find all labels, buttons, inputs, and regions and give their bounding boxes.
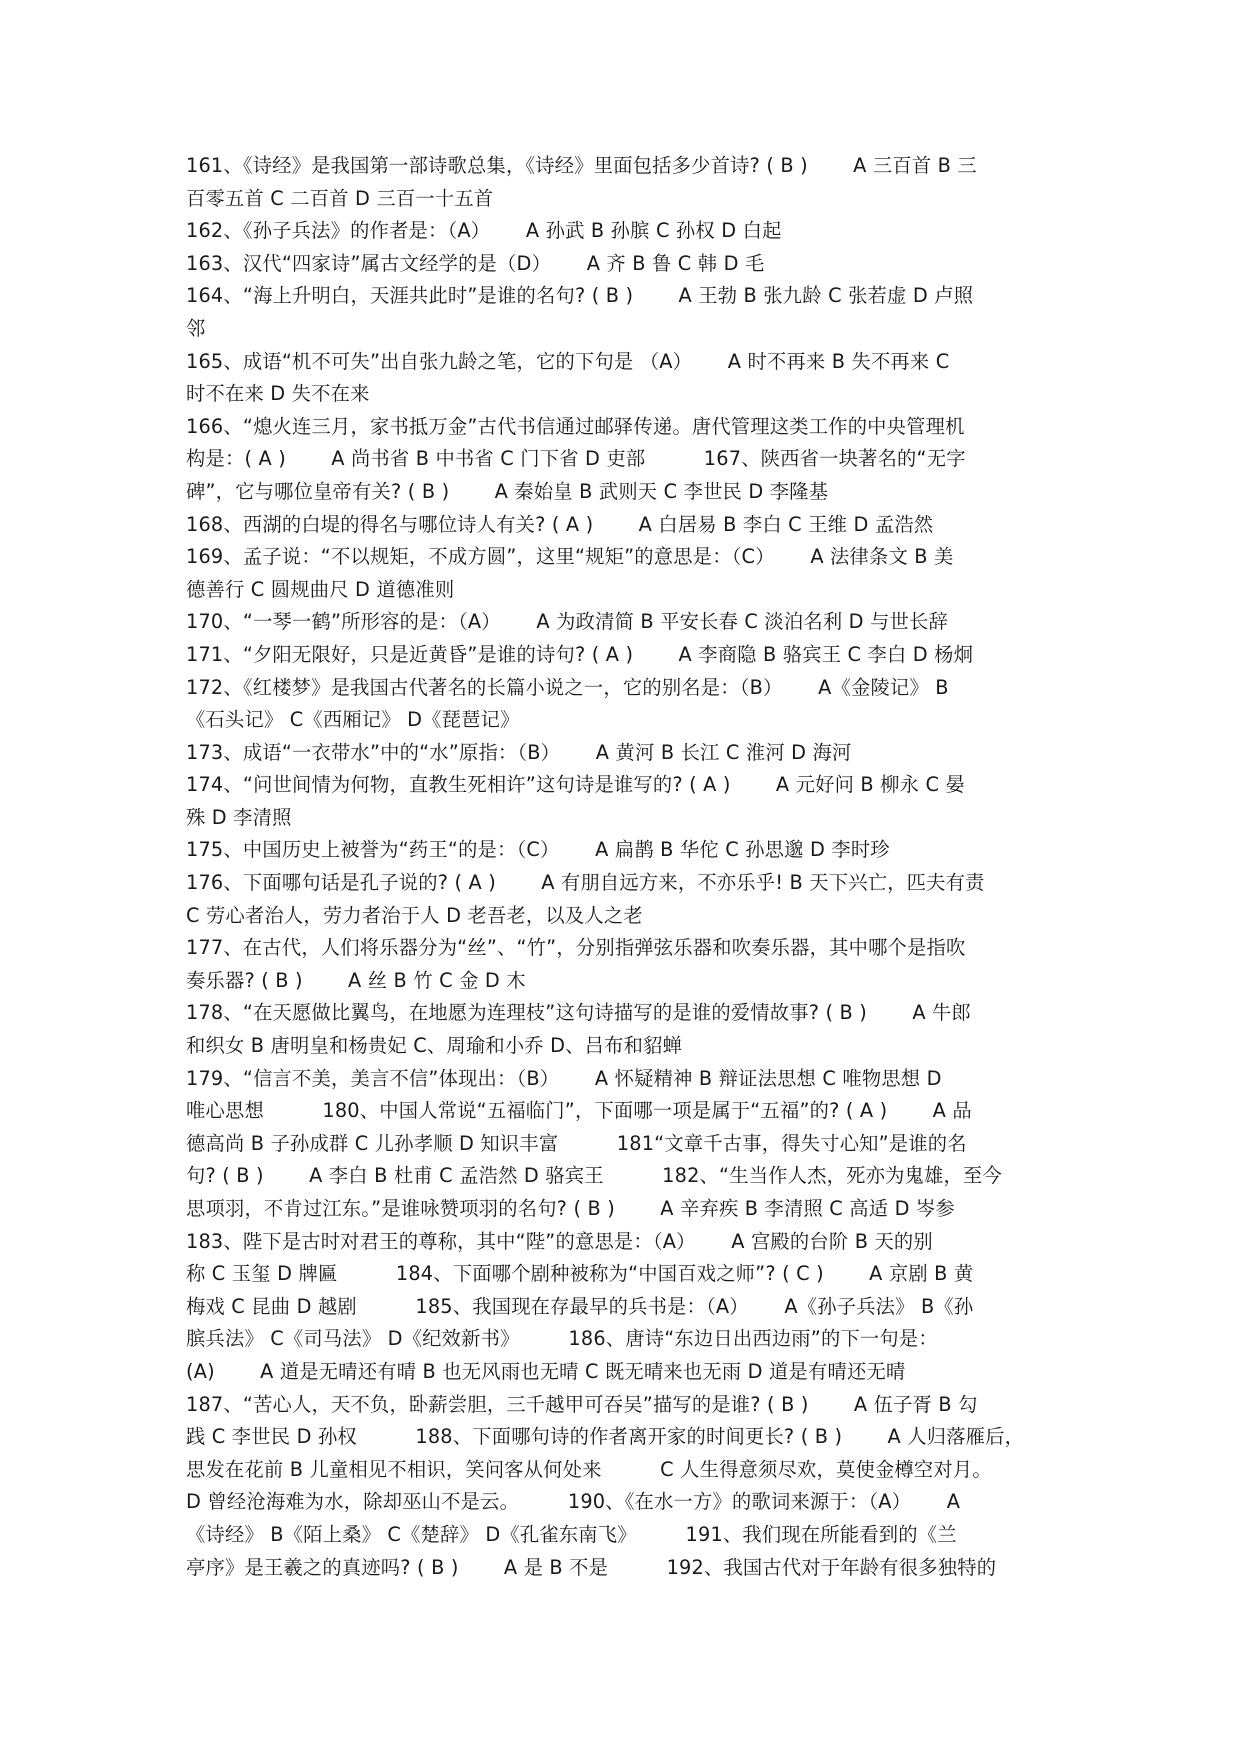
text-line: 《诗经》 B《陌上桑》 C《楚辞》 D《孔雀东南飞》 191、我们现在所能看到的《兰 bbox=[186, 1522, 957, 1546]
text-line: 奏乐器? ( B ) A 丝 B 竹 C 金 D 木 bbox=[186, 968, 526, 992]
text-line: (A) A 道是无晴还有晴 B 也无风雨也无晴 C 既无晴来也无雨 D 道是有晴还无晴 bbox=[186, 1359, 906, 1383]
text-line: C 劳心者治人，劳力者治于人 D 老吾老，以及人之老 bbox=[186, 903, 643, 927]
text-line: 碑”，它与哪位皇帝有关? ( B ) A 秦始皇 B 武则天 C 李世民 D 李隆基 bbox=[186, 479, 829, 503]
text-line: 172、《红楼梦》是我国古代著名的长篇小说之一，它的别名是：（B） A《金陵记》 B bbox=[186, 675, 949, 699]
text-line: 168、西湖的白堤的得名与哪位诗人有关? ( A ) A 白居易 B 李白 C 王维 D 孟浩然 bbox=[186, 512, 934, 536]
text-line: 179、“信言不美，美言不信”体现出：（B） A 怀疑精神 B 辩证法思想 C 唯物思想 D bbox=[186, 1066, 942, 1090]
text-line: 187、“苦心人，天不负，卧薪尝胆，三千越甲可吞吴”描写的是谁? ( B ) A 伍子胥 B 勾 bbox=[186, 1392, 978, 1416]
text-line: 175、中国历史上被誉为“药王“的是：（C） A 扁鹊 B 华佗 C 孙思邈 D 李时珍 bbox=[186, 838, 890, 862]
text-line: 称 C 玉玺 D 牌匾 184、下面哪个剧种被称为“中国百戏之师”? ( C ) A 京剧 B 黄 bbox=[186, 1262, 974, 1286]
text-line: D 曾经沧海难为水，除却巫山不是云。 190、《在水一方》的歌词来源于：（A） A bbox=[186, 1490, 961, 1514]
text-line: 162、《孙子兵法》的作者是：（A） A 孙武 B 孙膑 C 孙权 D 白起 bbox=[186, 219, 782, 243]
text-line: 百零五首 C 二百首 D 三百一十五首 bbox=[186, 186, 494, 210]
text-line: 178、“在天愿做比翼鸟，在地愿为连理枝”这句诗描写的是谁的爱情故事? ( B ) A 牛郎 bbox=[186, 1001, 971, 1025]
text-line: 亭序》是王羲之的真迹吗? ( B ) A 是 B 不是 192、我国古代对于年龄有很多独特的 bbox=[186, 1555, 997, 1579]
text-line: 183、陛下是古时对君王的尊称，其中“陛”的意思是：（A） A 宫殿的台阶 B 天的别 bbox=[186, 1229, 933, 1253]
text-line: 膑兵法》 C《司马法》 D《纪效新书》 186、唐诗“东边日出西边雨”的下一句是： bbox=[186, 1327, 938, 1351]
text-line: 践 C 李世民 D 孙权 188、下面哪句诗的作者离开家的时间更长? ( B ) A 人归落雁后， bbox=[186, 1425, 1025, 1449]
text-line: 思发在花前 B 儿童相见不相识，笑问客从何处来 C 人生得意须尽欢，莫使金樽空对月。 bbox=[186, 1457, 992, 1481]
text-line: 德高尚 B 子孙成群 C 儿孙孝顺 D 知识丰富 181“文章千古事，得失寸心知”是谁的名 bbox=[186, 1131, 967, 1155]
text-line: 176、下面哪句话是孔子说的? ( A ) A 有朋自远方来，不亦乐乎! B 天下兴亡，匹夫有责 bbox=[186, 871, 985, 895]
text-line: 德善行 C 圆规曲尺 D 道德准则 bbox=[186, 577, 455, 601]
text-line: 161、《诗经》是我国第一部诗歌总集，《诗经》里面包括多少首诗? ( B ) A 三百首 B 三 bbox=[186, 154, 977, 177]
text-line: 唯心思想 180、中国人常说“五福临门”，下面哪一项是属于“五福”的? ( A ) A 品 bbox=[186, 1099, 972, 1123]
text-line: 殊 D 李清照 bbox=[186, 805, 292, 829]
text-line: 句? ( B ) A 李白 B 杜甫 C 孟浩然 D 骆宾王 182、“生当作人杰，死亦为鬼雄，至今 bbox=[186, 1164, 1002, 1188]
text-line: 思项羽，不肯过江东。”是谁咏赞项羽的名句? ( B ) A 辛弃疾 B 李清照 C 高适 D 岑参 bbox=[186, 1197, 955, 1220]
text-line: 177、在古代，人们将乐器分为“丝”、“竹”，分别指弹弦乐器和吹奏乐器，其中哪个是指吹 bbox=[186, 936, 966, 960]
text-line: 173、成语“一衣带水”中的“水”原指：（B） A 黄河 B 长江 C 淮河 D 海河 bbox=[186, 740, 852, 764]
text-line: 174、“问世间情为何物，直教生死相许”这句诗是谁写的? ( A ) A 元好问 B 柳永 C 晏 bbox=[186, 773, 965, 797]
quiz-text-block bbox=[186, 150, 1054, 1584]
text-line: 171、“夕阳无限好，只是近黄昏”是谁的诗句? ( A ) A 李商隐 B 骆宾王 C 李白 D 杨炯 bbox=[186, 642, 974, 666]
text-line: 构是：( A ) A 尚书省 B 中书省 C 门下省 D 吏部 167、陕西省一块著名的“无字 bbox=[186, 447, 966, 471]
text-line: 《石头记》 C《西厢记》 D《琵琶记》 bbox=[186, 708, 520, 732]
text-line: 邻 bbox=[186, 316, 206, 340]
text-line: 166、“熄火连三月，家书抵万金”古代书信通过邮驿传递。唐代管理这类工作的中央管理机 bbox=[186, 414, 965, 438]
text-line: 170、“一琴一鹤”所形容的是：（A） A 为政清简 B 平安长春 C 淡泊名利 D 与世长辞 bbox=[186, 610, 948, 634]
text-line: 163、汉代“四家诗”属古文经学的是（D） A 齐 B 鲁 C 韩 D 毛 bbox=[186, 251, 765, 275]
text-line: 和织女 B 唐明皇和杨贵妃 C、周瑜和小乔 D、吕布和貂蝉 bbox=[186, 1034, 683, 1058]
text-line: 164、“海上升明白，天涯共此时”是谁的名句? ( B ) A 王勃 B 张九龄 C 张若虚 D 卢照 bbox=[186, 284, 974, 308]
text-line: 时不在来 D 失不在来 bbox=[186, 382, 370, 406]
text-line: 169、孟子说：“不以规矩，不成方圆”，这里“规矩”的意思是：（C） A 法律条文 B 美 bbox=[186, 545, 954, 569]
text-line: 165、成语“机不可失”出自张九龄之笔，它的下句是 （A） A 时不再来 B 失不再来 C bbox=[186, 349, 950, 373]
text-line: 梅戏 C 昆曲 D 越剧 185、我国现在存最早的兵书是：（A） A《孙子兵法》 B《孙 bbox=[186, 1294, 974, 1318]
